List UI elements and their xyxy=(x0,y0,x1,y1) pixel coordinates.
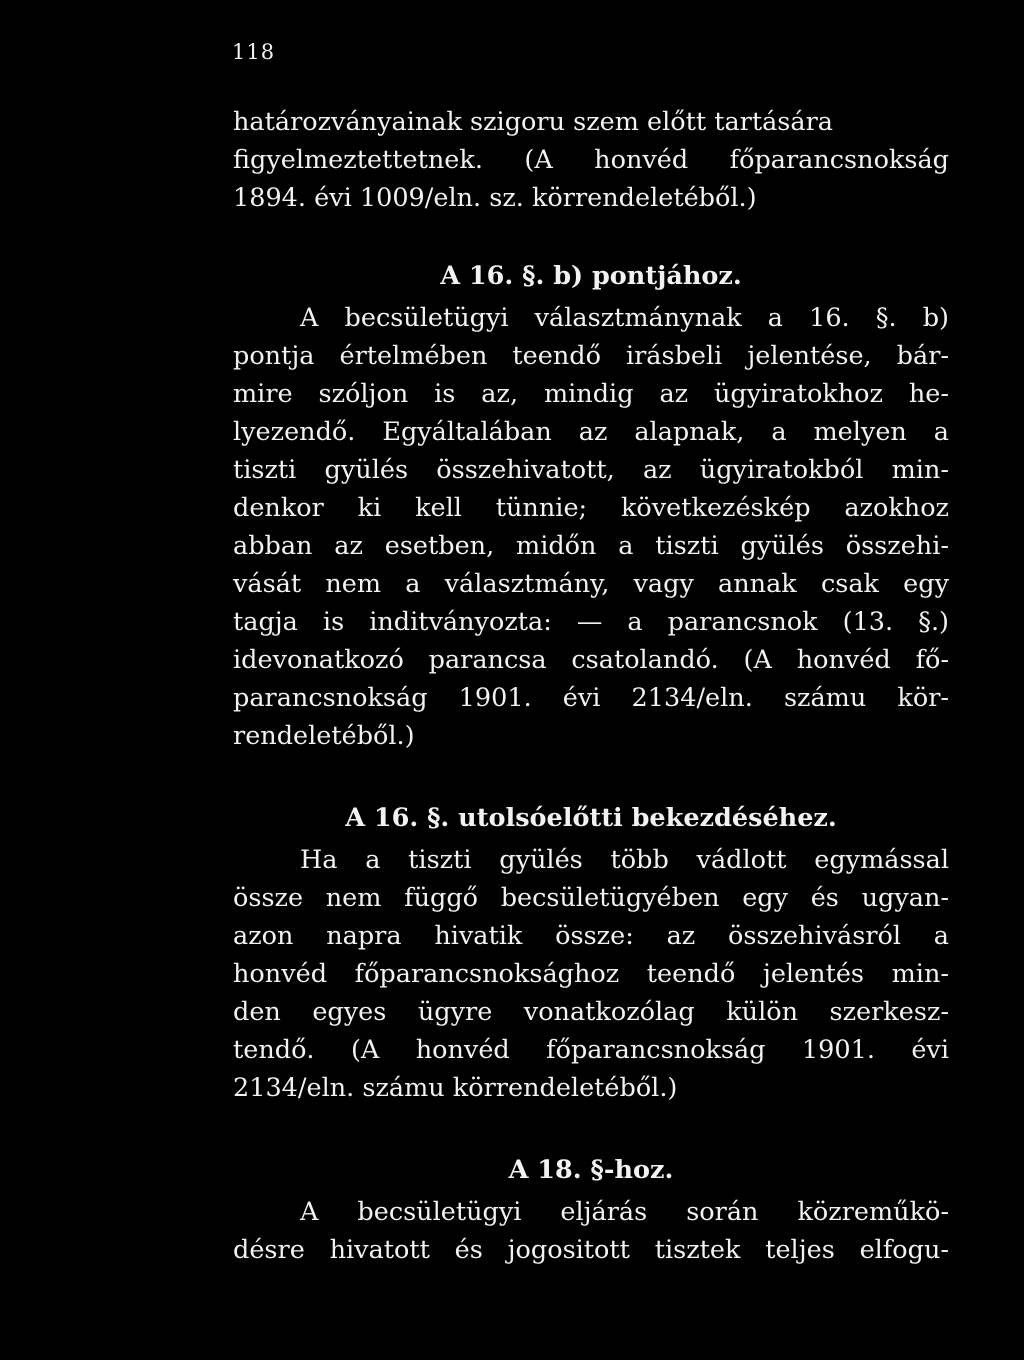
text-line: désre hivatott és jogositott tisztek teljes elfogu- xyxy=(233,1235,949,1265)
text-line: rendeletéből.) xyxy=(233,721,415,751)
text-line: lyezendő. Egyáltalában az alapnak, a melyen a xyxy=(233,417,949,447)
text-line: mire szóljon is az, mindig az ügyiratokhoz he- xyxy=(233,379,949,409)
section-heading: A 16. §. utolsóelőtti bekezdéséhez. xyxy=(345,803,837,833)
text-line: tiszti gyülés összehivatott, az ügyiratokból min- xyxy=(233,455,949,485)
text-line: A becsületügyi választmánynak a 16. §. b) xyxy=(300,303,949,333)
text-line: tagja is inditványozta: — a parancsnok (13. §.) xyxy=(233,607,949,637)
section-heading: A 16. §. b) pontjához. xyxy=(440,261,742,291)
text-line: azon napra hivatik össze: az összehivásról a xyxy=(233,921,949,951)
text-line: 2134/eln. számu körrendeletéből.) xyxy=(233,1073,678,1103)
text-line: abban az esetben, midőn a tiszti gyülés összehi- xyxy=(233,531,949,561)
page-number: 118 xyxy=(232,40,276,64)
text-line: 1894. évi 1009/eln. sz. körrendeletéből.) xyxy=(233,183,757,213)
text-line: idevonatkozó parancsa csatolandó. (A honvéd fő- xyxy=(233,645,949,675)
text-line: parancsnokság 1901. évi 2134/eln. számu kör- xyxy=(233,683,949,713)
text-line: A becsületügyi eljárás során közreműkö- xyxy=(300,1197,949,1227)
text-line: figyelmeztettetnek. (A honvéd főparancsnokság xyxy=(233,145,949,175)
section-heading: A 18. §-hoz. xyxy=(508,1155,674,1185)
text-line: Ha a tiszti gyülés több vádlott egymással xyxy=(300,845,949,875)
text-line: tendő. (A honvéd főparancsnokság 1901. évi xyxy=(233,1035,949,1065)
text-line: vását nem a választmány, vagy annak csak egy xyxy=(233,569,949,599)
text-line: határozványainak szigoru szem előtt tartására xyxy=(233,107,833,137)
text-line: den egyes ügyre vonatkozólag külön szerkesz- xyxy=(233,997,949,1027)
text-line: denkor ki kell tünnie; következéskép azokhoz xyxy=(233,493,949,523)
text-line: pontja értelmében teendő irásbeli jelentése, bár- xyxy=(233,341,949,371)
text-line: honvéd főparancsnoksághoz teendő jelentés min- xyxy=(233,959,949,989)
text-line: össze nem függő becsületügyében egy és ugyan- xyxy=(233,883,949,913)
